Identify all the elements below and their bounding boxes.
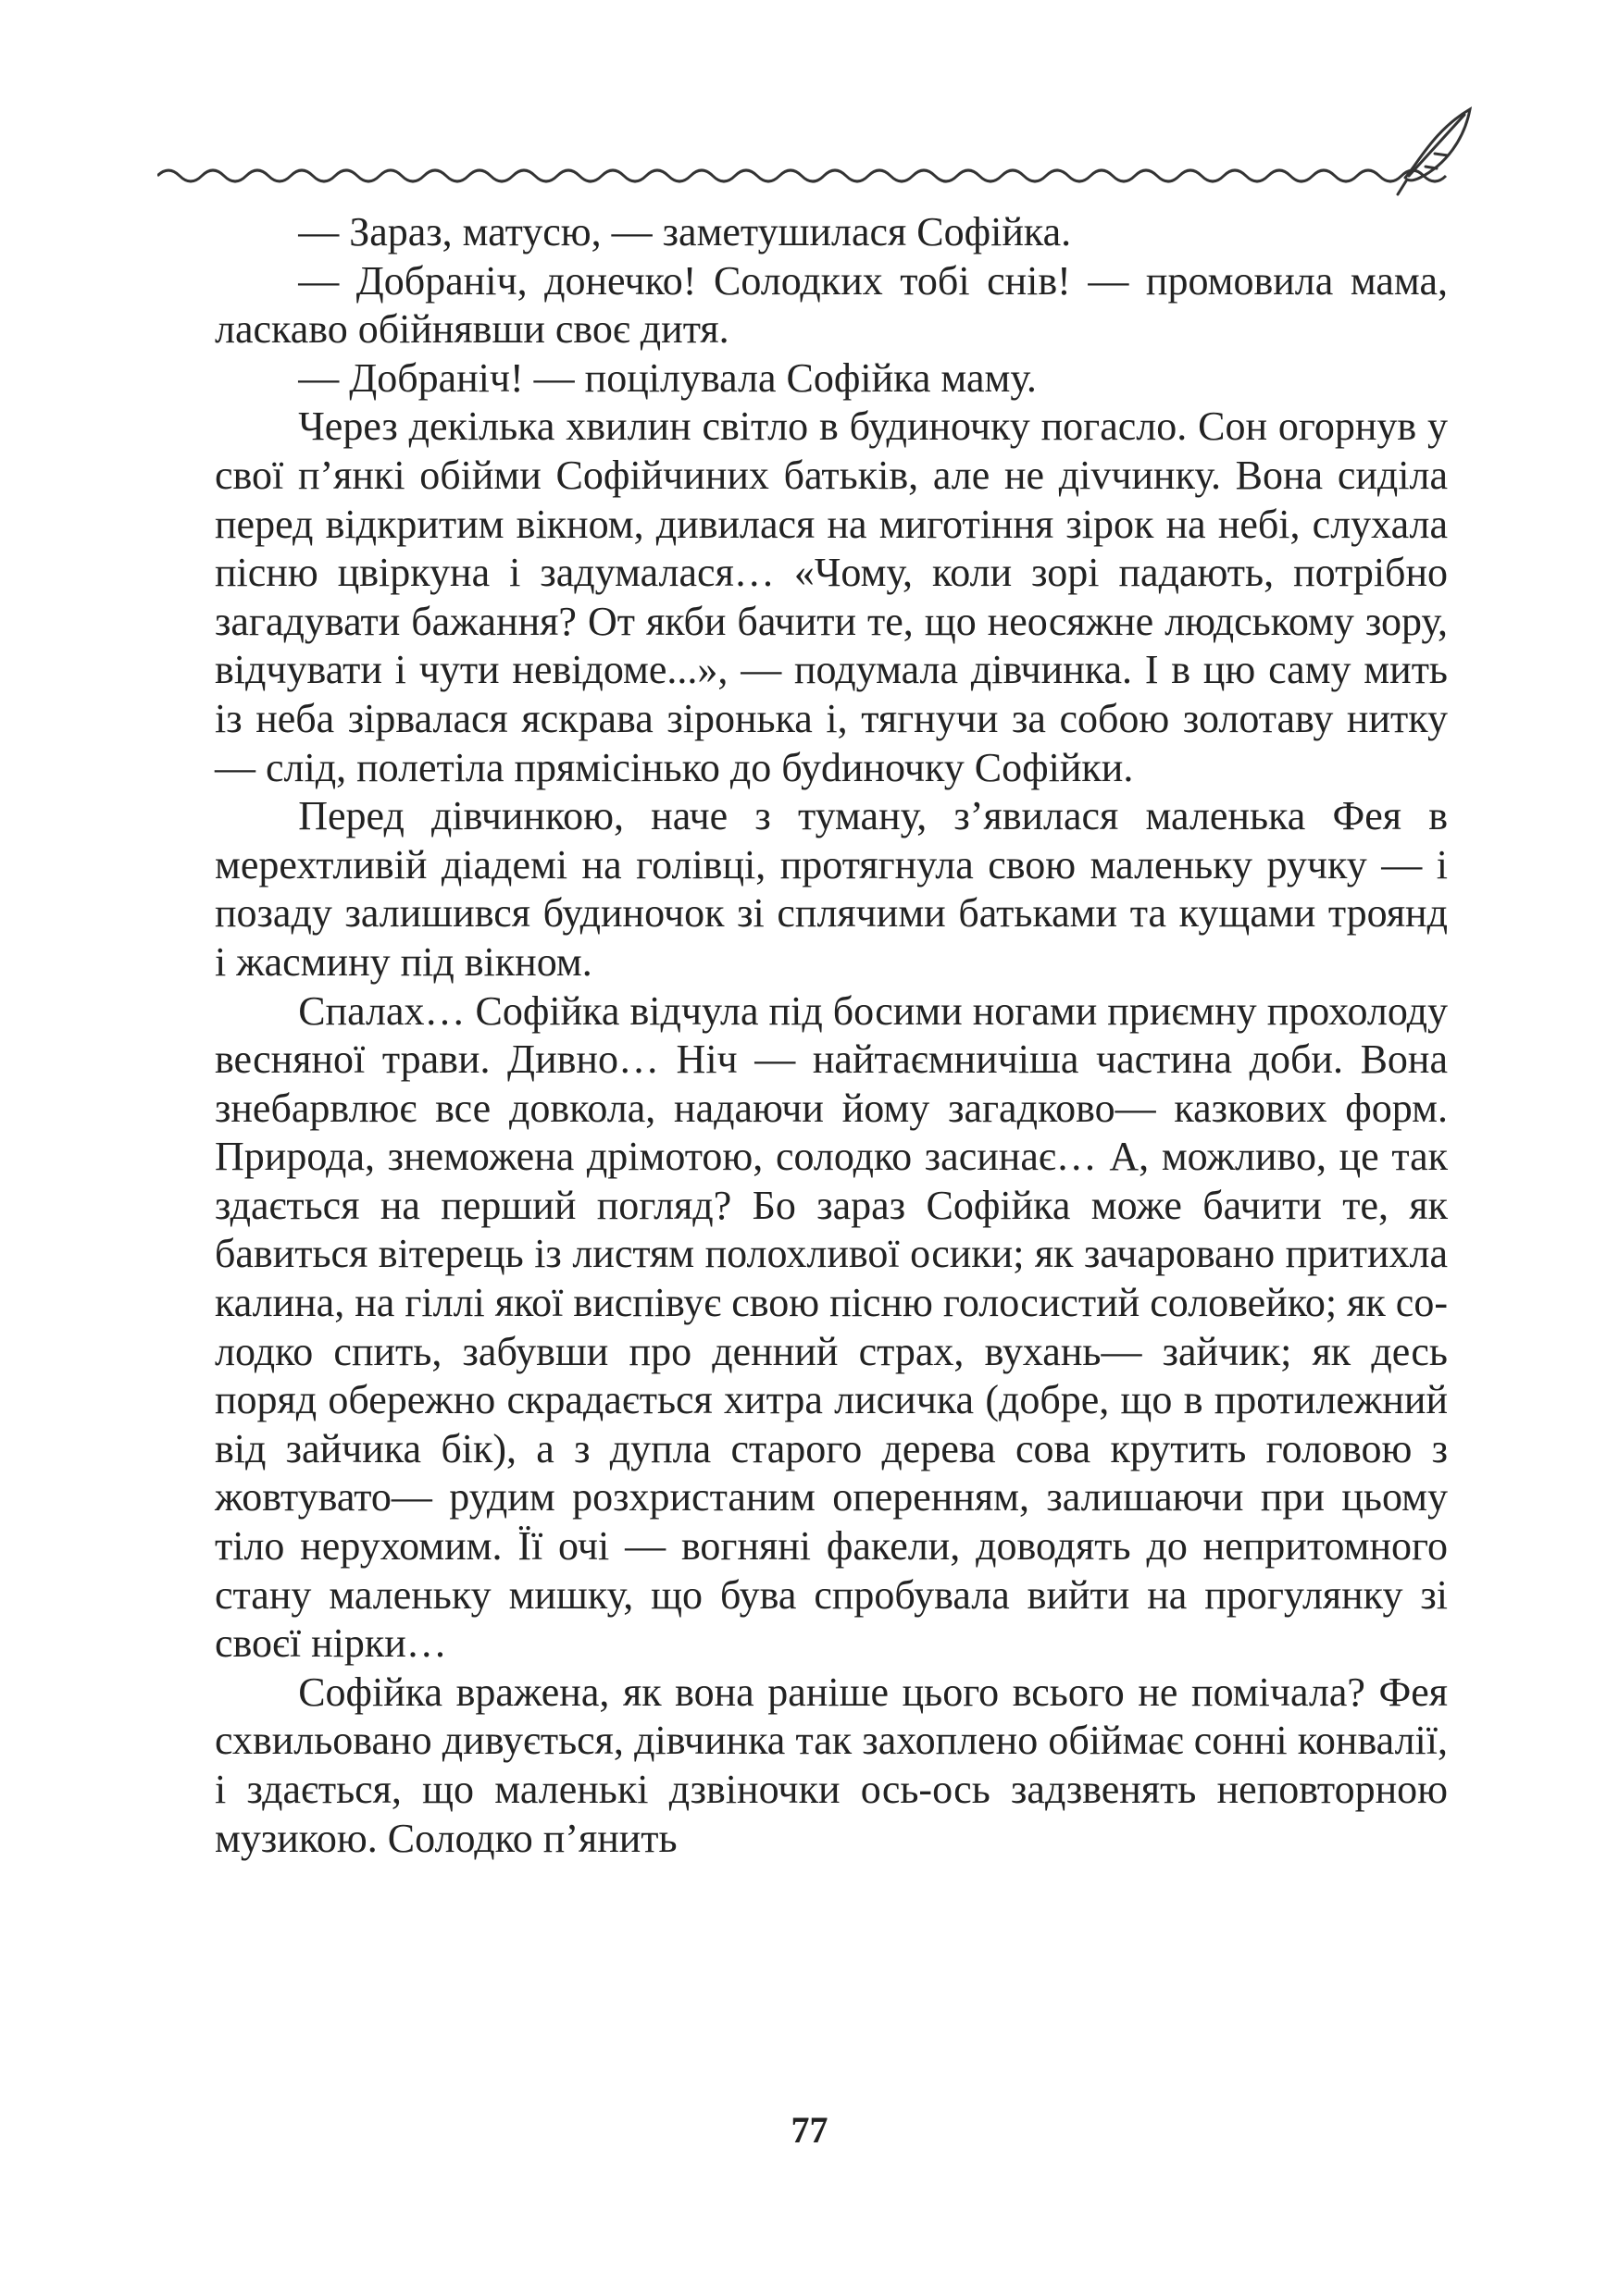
paragraph: Перед дівчинкою, наче з туману, з’явилася маленька Фея в мерехтливій діадемі на голівці, протягнула свою маленьку ручку — і позаду залишився будиночок зі сплячими батьками та кущами троянд і жасмину під вікном. — [215, 793, 1448, 985]
paragraph: — Добраніч, донечко! Солодких тобі снів! — промовила мама, ласкаво обійнявши своє дитя. — [215, 257, 1448, 353]
wavy-line-icon — [157, 170, 1446, 181]
page-number: 77 — [791, 2109, 828, 2151]
body-text — [215, 208, 1448, 1863]
paragraph: Софійка вражена, як вона раніше цього всього не помічала? Фея схвильовано дивується, дівчинка так захоплено обіймає сонні конвалії, і здається, що маленькі дзвіночки ось-ось задзвенять неповторною музикою. Солодко п’янить — [215, 1669, 1448, 1861]
paragraph: — Зараз, матусю, — заметушилася Софійка. — [298, 209, 1072, 254]
paragraph: Через декілька хвилин світло в будиночку погасло. Сон огорнув у свої п’янкі обійми Софійчиних батьків, але не діvчинку. Вона сиділа перед відкритим вікном, дивилася на миготіння зірок на небі, слухала пісню цвіркуна і задумалася… «Чому, коли зорі падають, потрібно загадувати бажання? От якби бачити те, що неосяжне людському зору, відчувати і чути невідоме...», — подумала дівчинка. І в цю саму мить із неба зірвалася яскрава зіронька і, тягнучи за собою золотаву нитку— слід, полетіла прямісінько до буdиночку Софійки. — [215, 403, 1448, 790]
paragraph: — Добраніч! — поцілувала Софійка маму. — [298, 354, 1037, 401]
header-ornament — [157, 102, 1472, 204]
paragraph: Спалах… Софійка відчула під босими ногами приємну прохолоду весняної трави. Дивно… Ніч — найтаємничіша частина доби. Вона знебарвлює все довкола, надаючи йому загадково— казкових форм. Природа, знеможена дрімотою, солодко засинає… А, можливо, це так здається на перший погляд? Бо зараз Софійка може бачити те, як бавиться вітерець із листям полохливої осики; як зачаровано притихла калина, на гіллі якої виспівує свою пісню голосистий соловейко; як солодко спить, забувши про денний страх, вухань— зайчик; як десь поряд обережно скрадається хитра лисичка (добре, що в протилежний від зайчика бік), а з дупла старого дерева сова крутить головою з жовтувато— рудим розхристаним оперенням, залишаючи при цьому тіло нерухомим. Її очі — вогняні факели, доводять до непритомного стану маленьку мишку, що бува спробувала вийти на прогулянку зі своєї нірки… — [215, 987, 1448, 1667]
